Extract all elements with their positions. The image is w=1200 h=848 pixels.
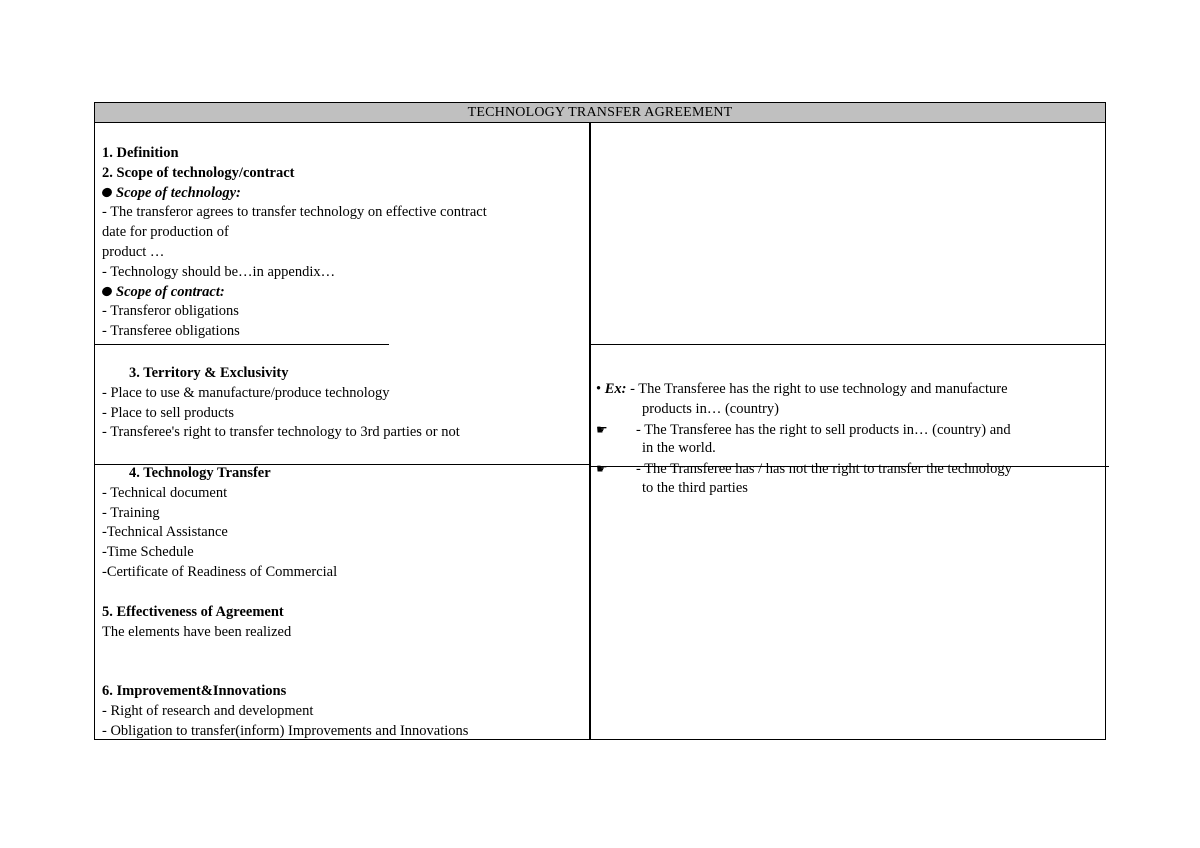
territory-line: - Transferee's right to transfer technology to 3rd parties or not bbox=[102, 424, 460, 441]
improvement-heading: 6. Improvement&Innovations bbox=[102, 683, 287, 699]
bullet-dot-icon: • bbox=[596, 381, 605, 397]
effectiveness-heading: 5. Effectiveness of Agreement bbox=[102, 604, 284, 620]
example-label: Ex: bbox=[604, 381, 627, 397]
scope-line: date for production of bbox=[102, 224, 229, 241]
territory-line: - Place to sell products bbox=[102, 404, 235, 421]
example-text: - The Transferee has the right to use technology and manufacture bbox=[630, 381, 1008, 397]
obligation-line: - Transferee obligations bbox=[102, 323, 240, 340]
example-line-1 bbox=[596, 380, 1012, 400]
scope-line: - Technology should be…in appendix… bbox=[102, 263, 336, 280]
example-text: - The Transferee has the right to sell products in… (country) and bbox=[636, 421, 1011, 438]
definition-scope-block bbox=[102, 144, 487, 342]
examples-block bbox=[596, 380, 1012, 499]
scope-line: - The transferor agrees to transfer technology on effective contract bbox=[102, 204, 487, 221]
bullet-icon bbox=[101, 186, 113, 198]
transfer-line: - Training bbox=[102, 504, 160, 521]
example-text: products in… (country) bbox=[642, 400, 779, 417]
transfer-line: - Technical document bbox=[102, 484, 228, 501]
table-header: TECHNOLOGY TRANSFER AGREEMENT bbox=[94, 102, 1106, 123]
example-text: to the third parties bbox=[642, 479, 748, 496]
row-divider-1 bbox=[94, 344, 389, 345]
scope-technology-item bbox=[102, 184, 487, 204]
pointing-hand-icon: ☛ bbox=[596, 461, 608, 477]
improvement-line: - Obligation to transfer(inform) Improvements and Innovations bbox=[102, 722, 469, 739]
effectiveness-text: The elements have been realized bbox=[102, 623, 292, 640]
example-text: in the world. bbox=[642, 440, 716, 457]
scope-heading: 2. Scope of technology/contract bbox=[102, 164, 295, 181]
row-divider-1-right bbox=[589, 344, 1106, 345]
obligation-line: - Transferor obligations bbox=[102, 303, 239, 320]
definition-heading: 1. Definition bbox=[102, 145, 179, 161]
column-divider bbox=[589, 122, 591, 740]
improvement-block bbox=[102, 682, 468, 741]
technology-transfer-block bbox=[102, 464, 337, 583]
transfer-line: -Time Schedule bbox=[102, 544, 194, 561]
transfer-line: -Technical Assistance bbox=[102, 524, 228, 541]
bullet-icon bbox=[101, 285, 113, 297]
scope-contract-label: Scope of contract: bbox=[116, 283, 225, 300]
territory-line: - Place to use & manufacture/produce technology bbox=[102, 384, 390, 401]
territory-heading: 3. Territory & Exclusivity bbox=[129, 365, 289, 381]
scope-line: product … bbox=[102, 243, 165, 260]
example-text: - The Transferee has / has not the right to transfer the technology bbox=[636, 461, 1012, 478]
example-line-3 bbox=[596, 459, 1012, 479]
territory-block bbox=[102, 364, 460, 443]
effectiveness-block bbox=[102, 603, 291, 643]
technology-transfer-heading: 4. Technology Transfer bbox=[129, 465, 271, 481]
scope-contract-item bbox=[102, 283, 487, 303]
transfer-line: -Certificate of Readiness of Commercial bbox=[102, 563, 338, 580]
improvement-line: - Right of research and development bbox=[102, 702, 314, 719]
example-line-2 bbox=[596, 420, 1012, 440]
pointing-hand-icon: ☛ bbox=[596, 421, 608, 437]
scope-technology-label: Scope of technology: bbox=[116, 184, 241, 201]
